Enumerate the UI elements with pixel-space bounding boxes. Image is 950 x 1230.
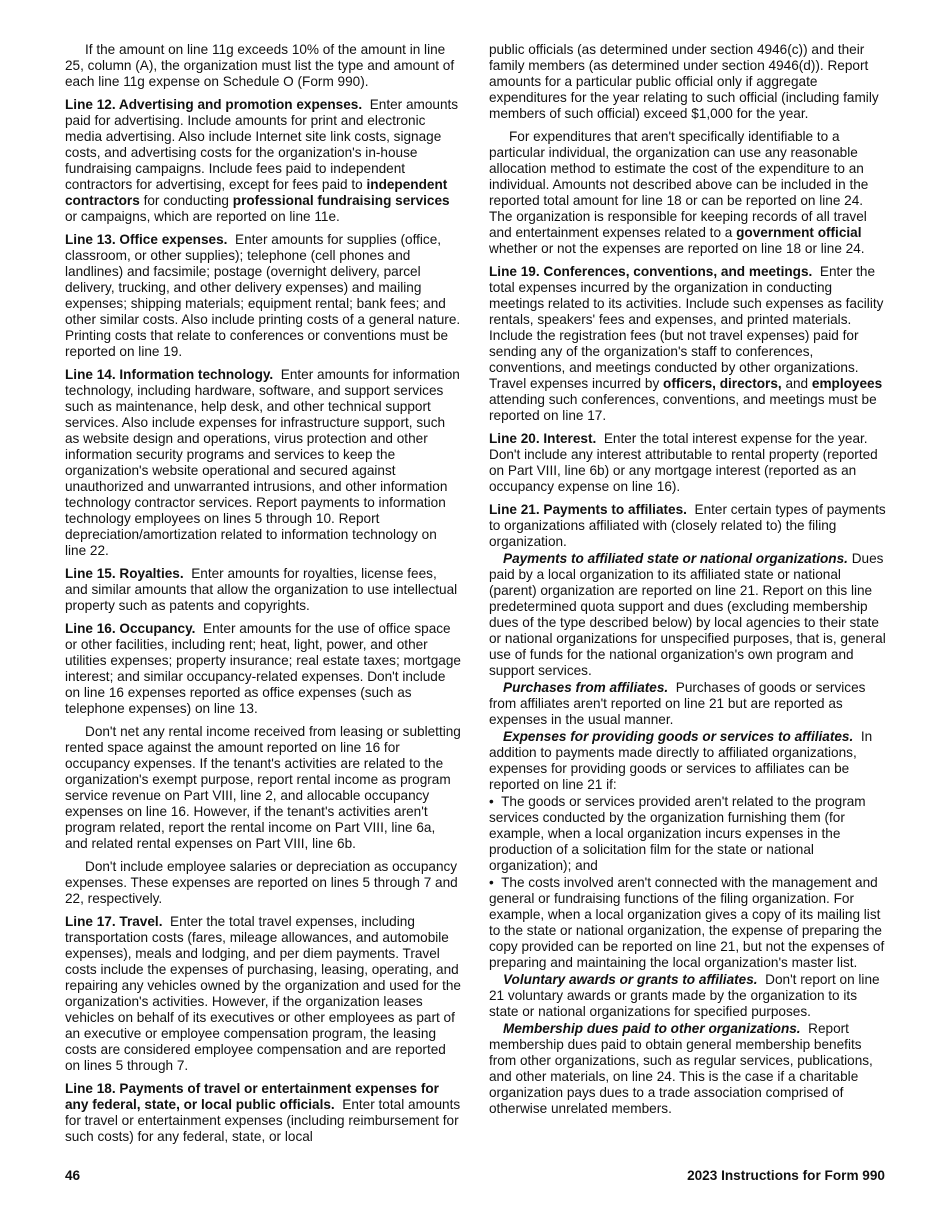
subheading-membership-dues: Membership dues paid to other organizations. — [503, 1021, 801, 1036]
heading-line-16: Line 16. Occupancy. — [65, 621, 196, 636]
heading-line-20: Line 20. Interest. — [489, 431, 597, 446]
section-line-18: Line 18. Payments of travel or entertainment expenses for any federal, state, or local public officials. Enter total amounts for travel or entertainment expenses (including reimbursement for such costs) for any federal, state, or local — [65, 1081, 461, 1144]
subsection-purchases: Purchases from affiliates. Purchases of goods or services from affiliates aren't reported on line 21 but are reported as expenses in the usual manner. — [489, 680, 866, 727]
subsection-goods-services: Expenses for providing goods or services to affiliates. In addition to payments made directly to affiliated organizations, expenses for providing goods or services to affiliates can be reported on line 21 if: — [489, 729, 873, 792]
subheading-purchases: Purchases from affiliates. — [503, 680, 669, 695]
bullet-icon: • — [489, 875, 494, 890]
section-line-16: Line 16. Occupancy. Enter amounts for the use of office space or other facilities, including rent; heat, light, power, and other utilities expenses; property insurance; real estate taxes; mortgage interest; and similar occupancy-related expenses. Don't include on line 16 expenses reported as office expenses (such as telephone expenses) on line 13. — [65, 621, 461, 716]
section-line-17: Line 17. Travel. Enter the total travel expenses, including transportation costs (fares, mileage allowances, and automobile expenses), meals and lodging, and per diem payments. Travel costs include the expenses of purchasing, leasing, operating, and repairing any vehicles owned by the organization and used for the organization's activities. However, if the organization leases vehicles on behalf of its executives or other employees as part of an executive or employee compensation program, the leasing costs are considered employee compensation and are reported on lines 5 through 7. — [65, 914, 461, 1073]
subheading-voluntary-awards: Voluntary awards or grants to affiliates. — [503, 972, 758, 987]
subheading-affiliated-orgs: Payments to affiliated state or national organizations. — [503, 551, 848, 566]
section-line-19: Line 19. Conferences, conventions, and meetings. Enter the total expenses incurred by the organization in conducting meetings related to its activities. Include such expenses as facility rentals, speakers' fees and expenses, and printed materials. Include the registration fees (but not travel expenses) paid for sending any of the organization's staff to conferences, conventions, and meetings conducted by other organizations. Travel expenses incurred by officers, directors, and employees attending such conferences, conventions, and meetings must be reported on line 17. — [489, 264, 884, 423]
paragraph-line-16-rental: Don't net any rental income received from leasing or subletting rented space against the amount reported on line 16 for occupancy expenses. If the tenant's activities are related to the organization's exempt purpose, report rental income as program service revenue on Part VIII, line 2, and allocable occupancy expenses on line 16. However, if the tenant's activities aren't program related, report the rental income on Part VIII, line 6a, and related rental expenses on Part VIII, line 6b. — [65, 724, 461, 851]
section-line-21: Line 21. Payments to affiliates. Enter certain types of payments to organizations affiliated with (closely related to) the filing organization. — [489, 502, 886, 549]
right-column — [489, 42, 887, 1118]
paragraph-line-16-salaries: Don't include employee salaries or depreciation as occupancy expenses. These expenses are reported on lines 5 through 7 and 22, respectively. — [65, 859, 458, 906]
bullet-icon: • — [489, 794, 494, 809]
heading-line-15: Line 15. Royalties. — [65, 566, 184, 581]
heading-line-21: Line 21. Payments to affiliates. — [489, 502, 687, 517]
section-line-12: Line 12. Advertising and promotion expenses. Enter amounts paid for advertising. Include amounts for print and electronic media advertising. Also include Internet site link costs, signage costs, and advertising costs for the organization's in-house fundraising campaigns. Include fees paid to independent contractors for advertising, except for fees paid to independent contractors for conducting professional fundraising services or campaigns, which are reported on line 11e. — [65, 97, 459, 224]
subsection-membership-dues: Membership dues paid to other organizations. Report membership dues paid to obtain general membership benefits from other organizations, such as regular services, publications, and other materials, on line 24. This is the case if a charitable organization pays dues to a trade association comprised of otherwise unrelated members. — [489, 1021, 873, 1116]
section-line-14: Line 14. Information technology. Enter amounts for information technology, including hardware, software, and support services such as maintenance, help desk, and other technical support services. Also include expenses for infrastructure support, such as website design and operations, virus protection and other information security programs and services to keep the organization's website operational and secured against unauthorized and unwarranted intrusions, and other information technology contractor services. Report payments to information technology employees on lines 5 through 10. Report depreciation/amortization related to information technology on line 22. — [65, 367, 460, 558]
heading-line-12: Line 12. Advertising and promotion expenses. — [65, 97, 363, 112]
subheading-goods-services: Expenses for providing goods or services to affiliates. — [503, 729, 854, 744]
heading-line-19: Line 19. Conferences, conventions, and meetings. — [489, 264, 813, 279]
document-title-footer: 2023 Instructions for Form 990 — [687, 1168, 885, 1183]
heading-line-14: Line 14. Information technology. — [65, 367, 274, 382]
bullet-item: • The costs involved aren't connected with the management and general or fundraising functions of the filing organization. For example, when a local organization gives a copy of its mailing list to the state or national organization, the expense of preparing the copy provided can be reported on line 21, but not the expenses of preparing and maintaining the local organization's master list. — [489, 875, 885, 970]
section-line-20: Line 20. Interest. Enter the total interest expense for the year. Don't include any interest attributable to rental property (reported on Part VIII, line 6b) or any mortgage interest (reported as an occupancy expense on line 16). — [489, 431, 878, 494]
heading-line-17: Line 17. Travel. — [65, 914, 163, 929]
paragraph-line-18-allocation: For expenditures that aren't specifically identifiable to a particular individual, the organization can use any reasonable allocation method to estimate the cost of the expenditure to an individual. Amounts not described above can be included in the reported total amount for line 18 or can be reported on line 24. The organization is responsible for keeping records of all travel and entertainment expenses related to a government official whether or not the expenses are reported on line 18 or line 24. — [489, 129, 869, 256]
bullet-item: • The goods or services provided aren't related to the program services conducted by the organization furnishing them (for example, when a local organization incurs expenses in the production of a solicitation film for the state or national organization); and — [489, 794, 866, 873]
heading-line-13: Line 13. Office expenses. — [65, 232, 228, 247]
left-column — [65, 42, 461, 1152]
paragraph-line-18-cont: public officials (as determined under section 4946(c)) and their family members (as determined under section 4946(d)). Report amounts for a particular public official only if aggregate expenditures for the year relating to such official (including family members of such official) exceed $1,000 for the year. — [489, 42, 879, 121]
heading-line-18: Line 18. Payments of travel or entertainment expenses for any federal, state, or local public officials. — [65, 1081, 439, 1112]
subsection-affiliated-orgs: Payments to affiliated state or national organizations. Dues paid by a local organization to its affiliated state or national (parent) organization are reported on line 21. Report on this line predetermined quota support and dues (excluding membership dues of the type described below) by local agencies to their state or national organizations for unspecified purposes, that is, general use of funds for the national organization's own program and support services. — [489, 551, 886, 678]
paragraph-line-11g-note: If the amount on line 11g exceeds 10% of the amount in line 25, column (A), the organization must list the type and amount of each line 11g expense on Schedule O (Form 990). — [65, 42, 455, 89]
subsection-voluntary-awards: Voluntary awards or grants to affiliates. Don't report on line 21 voluntary awards or grants made by the organization to its state or national organizations for specified purposes. — [489, 972, 880, 1019]
section-line-13: Line 13. Office expenses. Enter amounts for supplies (office, classroom, or other supplies); telephone (cell phones and landlines) and facsimile; postage (overnight delivery, parcel delivery, trucking, and other delivery expenses) and mailing expenses; shipping materials; equipment rental; bank fees; and other similar costs. Also include printing costs of a general nature. Printing costs that relate to conferences or conventions must be reported on line 19. — [65, 232, 461, 359]
section-line-15: Line 15. Royalties. Enter amounts for royalties, license fees, and similar amounts that allow the organization to use intellectual property such as patents and copyrights. — [65, 566, 458, 613]
page-number: 46 — [65, 1168, 81, 1183]
